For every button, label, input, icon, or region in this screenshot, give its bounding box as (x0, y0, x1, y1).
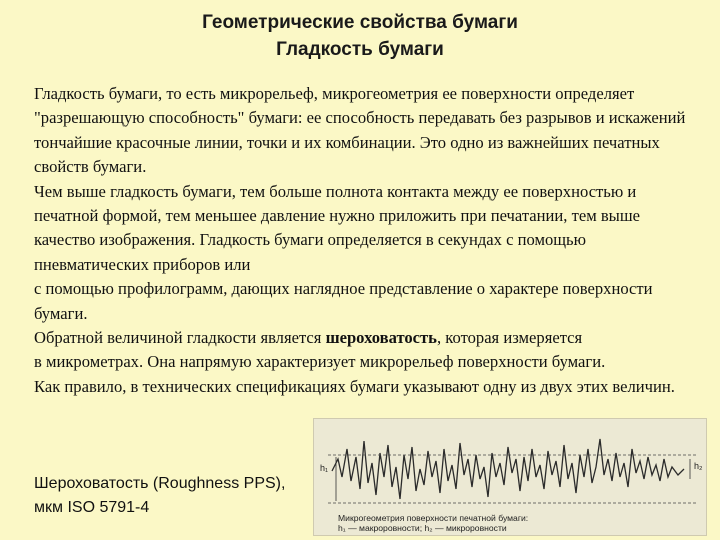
paragraph-4-end: , которая измеряется (436, 328, 583, 348)
paragraph-4-start: Обратной величиной гладкости является (34, 328, 326, 348)
profile-curve (332, 439, 684, 499)
body-text (34, 82, 694, 399)
roughness-line-1: Шероховатость (Roughness PPS), (34, 475, 286, 492)
roughness-note (34, 472, 324, 520)
paragraph-5: в микрометрах. Она напрямую характеризует микрорельеф поверхности бумаги. (34, 352, 606, 372)
h2-label: h₂ (694, 461, 703, 471)
roughness-term: шероховатость (325, 328, 437, 348)
figure-caption-2: h₁ — макроровности; h₂ — микроровности (338, 523, 507, 533)
paragraph-1: Гладкость бумаги, то есть микрорельеф, микрогеометрия ее поверхности определяет "разрешающую способность" бумаги: ее способность передавать без разрывов и искажений тончайшие красочные линии, точки и их комбинации. Это одно из важнейших печатных свойств бумаги. (34, 84, 686, 177)
slide-subtitle: Гладкость бумаги (276, 39, 444, 60)
paragraph-6: Как правило, в технических спецификациях бумаги указывают одну из двух этих величин. (34, 376, 675, 396)
paragraph-4 (34, 326, 694, 350)
roughness-line-2: мкм ISO 5791-4 (34, 499, 150, 516)
paragraph-2: Чем выше гладкость бумаги, тем больше полнота контакта между ее поверхностью и печатной формой, тем меньшее давление нужно приложить при печатании, тем выше качество изображения. Гладкость бумаги определяется в секундах с помощью пневматических приборов или (34, 181, 640, 274)
figure-caption-1: Микрогеометрия поверхности печатной бумаги: (338, 513, 529, 523)
surface-profile-figure (313, 418, 707, 536)
paragraph-3: с помощью профилограмм, дающих наглядное представление о характере поверхности бумаги. (34, 279, 653, 323)
slide-title: Геометрические свойства бумаги (202, 12, 518, 33)
h1-label: h₁ (320, 463, 329, 473)
